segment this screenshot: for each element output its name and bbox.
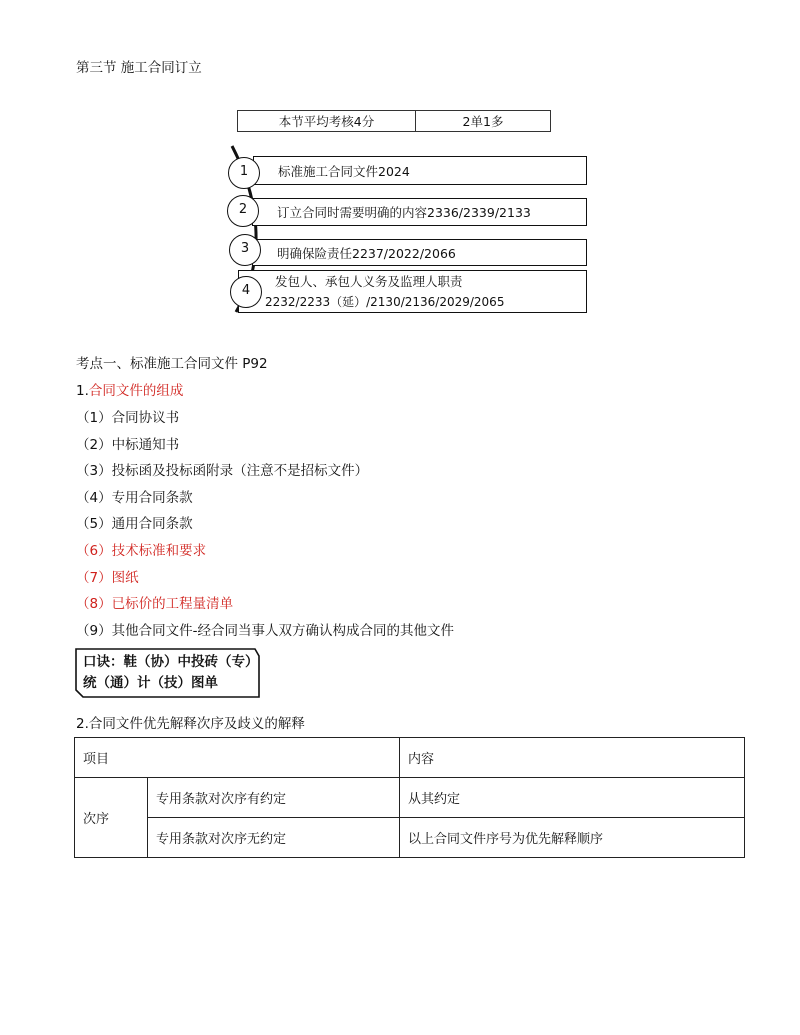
topic-box-3 bbox=[252, 239, 587, 266]
topic-box-4 bbox=[238, 270, 587, 313]
list-item: （2）中标通知书 bbox=[76, 437, 180, 453]
table-header-content: 内容 bbox=[400, 738, 745, 778]
list-item-highlight: （8）已标价的工程量清单 bbox=[76, 596, 234, 612]
summary-score: 本节平均考核4分 bbox=[238, 111, 416, 131]
list-item: （4）专用合同条款 bbox=[76, 490, 193, 506]
item1-heading bbox=[76, 379, 183, 399]
table-condition: 专用条款对次序无约定 bbox=[148, 818, 400, 858]
priority-table bbox=[74, 737, 745, 858]
table-group-label: 次序 bbox=[75, 778, 148, 858]
topic-1-text: 标准施工合同文件2024 bbox=[278, 163, 410, 179]
table-header-row bbox=[75, 738, 745, 778]
mnemonic-box bbox=[75, 648, 260, 698]
topic-box-1 bbox=[253, 156, 587, 185]
topic-2-text: 订立合同时需要明确的内容2336/2339/2133 bbox=[277, 205, 531, 220]
summary-question-types: 2单1多 bbox=[462, 114, 504, 129]
list-item: （9）其他合同文件-经合同当事人双方确认构成合同的其他文件 bbox=[76, 623, 454, 639]
list-item: （5）通用合同条款 bbox=[76, 516, 193, 532]
table-result: 以上合同文件序号为优先解释顺序 bbox=[400, 818, 745, 858]
item1-prefix: 1. bbox=[76, 383, 89, 399]
section-title: 第三节 施工合同订立 bbox=[76, 60, 202, 76]
topic-box-2 bbox=[252, 198, 587, 226]
mnemonic-line2: 统（通）计（技）图单 bbox=[83, 675, 218, 691]
topic-number-3: 3 bbox=[229, 234, 261, 266]
table-condition: 专用条款对次序有约定 bbox=[148, 778, 400, 818]
topic-number-4: 4 bbox=[230, 276, 262, 308]
mnemonic-line1: 口诀：鞋（协）中投砖（专） bbox=[83, 654, 259, 670]
item1-label: 合同文件的组成 bbox=[88, 383, 184, 399]
table-row bbox=[75, 818, 745, 858]
list-item-highlight: （6）技术标准和要求 bbox=[76, 543, 207, 559]
list-item: （1）合同协议书 bbox=[76, 410, 180, 426]
item2-heading: 2.合同文件优先解释次序及歧义的解释 bbox=[76, 716, 305, 732]
topic-3-text: 明确保险责任2237/2022/2066 bbox=[277, 245, 456, 261]
topic-4-line1: 发包人、承包人义务及监理人职责 bbox=[275, 273, 463, 289]
topic-4-line2: 2232/2233（延）/2130/2136/2029/2065 bbox=[265, 294, 505, 309]
topic-number-2: 2 bbox=[227, 195, 259, 227]
list-item-highlight: （7）图纸 bbox=[76, 570, 139, 586]
topic-number-1: 1 bbox=[228, 157, 260, 189]
kaodian-title: 考点一、标准施工合同文件 P92 bbox=[76, 356, 268, 372]
table-result: 从其约定 bbox=[400, 778, 745, 818]
list-item: （3）投标函及投标函附录（注意不是招标文件） bbox=[76, 463, 369, 479]
table-header-item: 项目 bbox=[75, 738, 400, 778]
table-row bbox=[75, 778, 745, 818]
